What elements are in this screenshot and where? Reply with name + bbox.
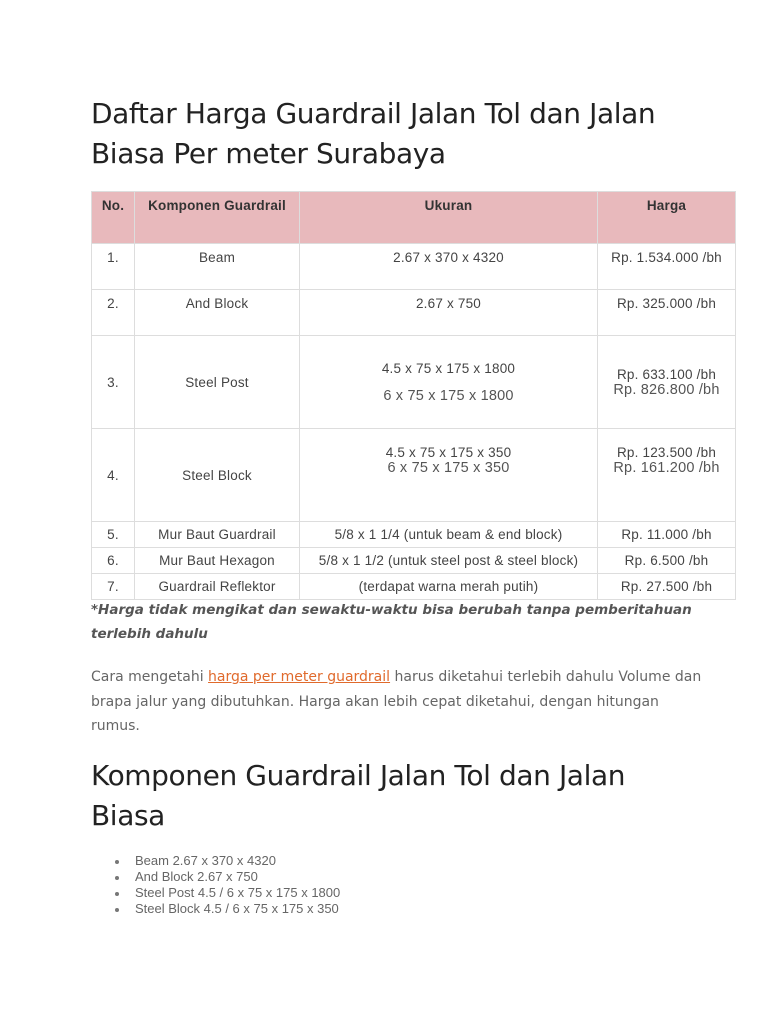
page-title: Daftar Harga Guardrail Jalan Tol dan Jalan Biasa Per meter Surabaya [91,97,656,170]
row-price: Rp. 6.500 /bh [598,548,736,574]
row-component: Steel Post [135,336,300,429]
row-price [598,336,736,429]
row-component: Mur Baut Hexagon [135,548,300,574]
table-row [92,244,736,290]
row-component: And Block [135,290,300,336]
paragraph-text-before: Cara mengetahi [91,669,209,685]
row-size [300,429,598,522]
article [91,94,735,916]
component-list [91,853,340,917]
row-size-line1: 4.5 x 75 x 175 x 1800 [381,360,516,376]
paragraph-text-after: harus diketahui terlebih dahulu Volume dan brapa jalur yang dibutuhkan. Harga akan lebih cepat diketahui, dengan hitungan rumus. [91,669,702,734]
table-row [92,548,736,574]
row-price: Rp. 11.000 /bh [598,522,736,548]
row-price-line2: Rp. 161.200 /bh [613,460,720,476]
row-price: Rp. 325.000 /bh [598,290,736,336]
table-row [92,429,736,522]
row-size: (terdapat warna merah putih) [300,574,598,600]
row-price: Rp. 1.534.000 /bh [598,244,736,290]
row-no: 3. [92,336,135,429]
row-size: 2.67 x 370 x 4320 [300,244,598,290]
row-size: 5/8 x 1 1/2 (untuk steel post & steel block) [300,548,598,574]
row-component: Guardrail Reflektor [135,574,300,600]
row-no: 2. [92,290,135,336]
header-component: Komponen Guardrail [135,192,300,244]
section-heading: Komponen Guardrail Jalan Tol dan Jalan Biasa [91,759,626,832]
row-no: 7. [92,574,135,600]
row-component: Mur Baut Guardrail [135,522,300,548]
header-size: Ukuran [300,192,598,244]
list-item: Steel Post 4.5 / 6 x 75 x 175 x 1800 [135,885,341,900]
list-item: Steel Block 4.5 / 6 x 75 x 175 x 350 [135,901,339,916]
table-row [92,574,736,600]
header-no: No. [92,192,135,244]
row-no: 1. [92,244,135,290]
row-no: 5. [92,522,135,548]
header-price: Harga [598,192,736,244]
table-row [92,336,736,429]
row-size-line2: 6 x 75 x 175 x 350 [387,460,510,476]
row-size-line2: 6 x 75 x 175 x 1800 [383,387,514,404]
row-size-line1: 4.5 x 75 x 175 x 350 [385,445,512,460]
row-price [598,429,736,522]
row-size: 5/8 x 1 1/4 (untuk beam & end block) [300,522,598,548]
row-size: 2.67 x 750 [300,290,598,336]
row-price: Rp. 27.500 /bh [598,574,736,600]
list-item: And Block 2.67 x 750 [135,869,340,885]
row-no: 6. [92,548,135,574]
row-component: Beam [135,244,300,290]
row-component: Steel Block [135,429,300,522]
row-price-line1: Rp. 633.100 /bh [616,366,717,382]
row-price-line2: Rp. 826.800 /bh [613,381,720,398]
row-size [300,336,598,429]
price-disclaimer: *Harga tidak mengikat dan sewaktu-waktu bisa berubah tanpa pemberitahuan terlebih dahulu [91,602,692,642]
price-table [91,191,736,600]
table-header-row [92,192,736,244]
intro-paragraph [91,665,711,739]
row-no: 4. [92,429,135,522]
row-price-line1: Rp. 123.500 /bh [616,445,717,460]
table-row [92,290,736,336]
guardrail-price-link[interactable]: harga per meter guardrail [208,669,391,685]
table-row [92,522,736,548]
list-item: Beam 2.67 x 370 x 4320 [135,853,340,869]
